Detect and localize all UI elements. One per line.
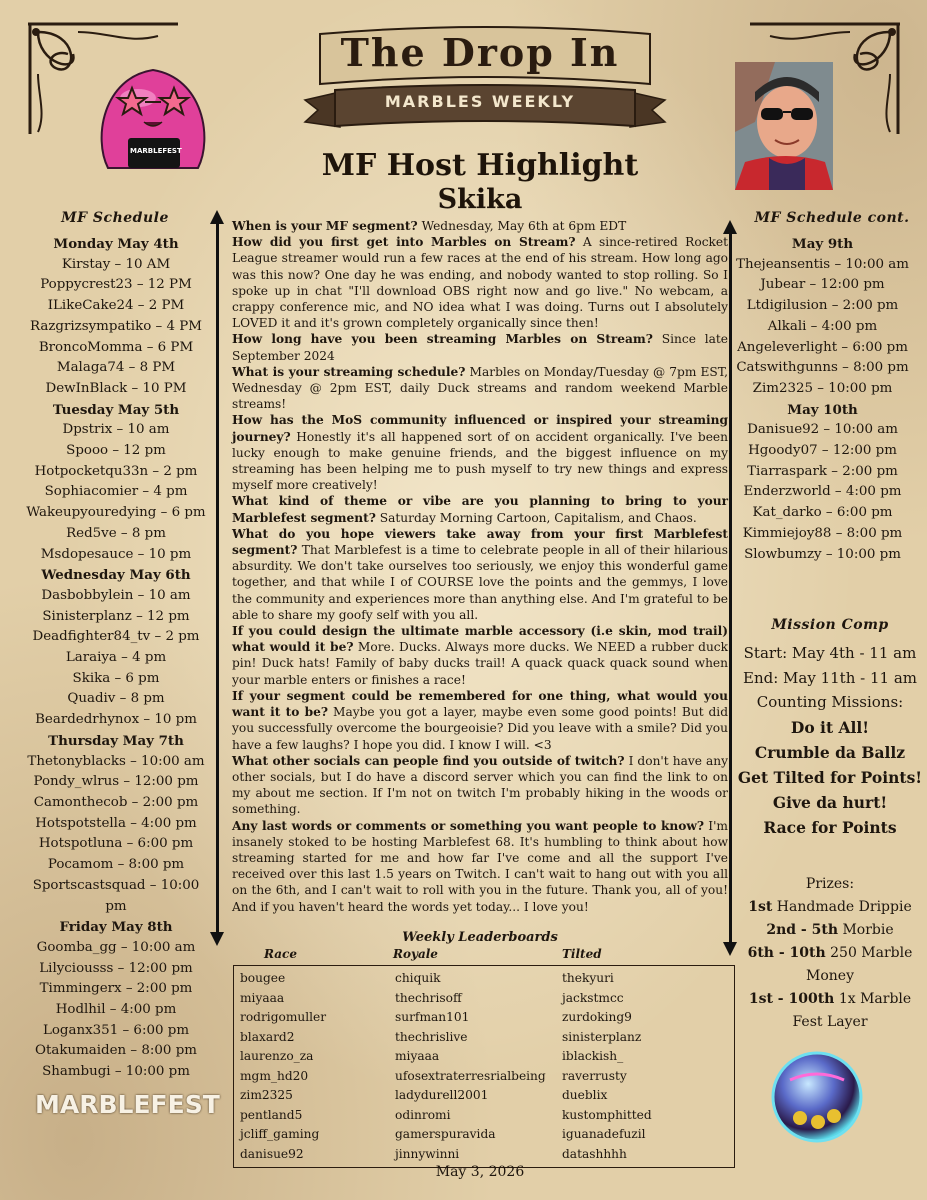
schedule-slot: Danisue92 – 10:00 am xyxy=(747,422,898,438)
prize-rank: 2nd - 5th xyxy=(766,922,838,938)
schedule-day: Friday May 8th xyxy=(59,919,173,936)
mission-start: Start: May 4th - 11 am xyxy=(743,644,917,662)
schedule-slot: Kat_darko – 6:00 pm xyxy=(752,505,893,521)
schedule-slot: Dpstrix – 10 am xyxy=(62,422,170,438)
host-name: Skika xyxy=(437,184,523,215)
leaderboard-entry: blaxard2 xyxy=(240,1029,295,1044)
prize-name: Handmade Drippie xyxy=(776,899,912,915)
mascot-badge: MARBLEFEST xyxy=(130,147,182,155)
schedule-slot: Sinisterplanz – 12 pm xyxy=(42,608,190,624)
qa-answer: That Marblefest is a time to celebrate people in all of their hilarious absurdity. We don't take ourselves too seriously, we enjoy this wonderful game together, and that while I of COURSE love the points and the gemmys, I love the community and experiences more than anything else. And I'm grateful to be able to share my goofy self with you all. xyxy=(232,543,728,622)
schedule-slot: Sophiacomier – 4 pm xyxy=(44,484,188,500)
issue-date: May 3, 2026 xyxy=(435,1164,525,1180)
mission-item: Get Tilted for Points! xyxy=(737,767,923,787)
leaderboard-race-column xyxy=(240,969,326,1164)
schedule-slot: Hgoody07 – 12:00 pm xyxy=(748,443,897,459)
schedule-slot: Hotpocketqu33n – 2 pm xyxy=(34,463,198,479)
qa-answer: Maybe you got a layer, maybe even some good points! But did you successfully overcome the bourgeoisie? Did you leave with a smile? Did you have a few laughs? I hope you did. I know I will. <3 xyxy=(232,705,729,752)
schedule-slot: Laraiya – 4 pm xyxy=(65,650,167,666)
prize-name: 250 Marble Money xyxy=(806,945,913,984)
qa-item xyxy=(232,364,728,413)
left-divider-line xyxy=(216,222,219,934)
schedule-slot: Thejeansentis – 10:00 am xyxy=(736,256,909,272)
prize-name: Morbie xyxy=(842,922,894,938)
host-photo xyxy=(735,62,833,190)
schedule-slot: DewInBlack – 10 PM xyxy=(45,380,187,396)
leaderboard-entry: jinnywinni xyxy=(395,1146,460,1161)
leaderboard-entry: datashhhh xyxy=(562,1146,627,1161)
qa-item xyxy=(232,493,728,525)
schedule-slot: Pocamom – 8:00 pm xyxy=(47,857,185,873)
qa-item xyxy=(232,818,728,915)
qa-question: What other socials can people find you outside of twitch? xyxy=(232,753,625,768)
schedule-slot: Goomba_gg – 10:00 am xyxy=(36,939,196,955)
schedule-day: Tuesday May 5th xyxy=(52,401,180,418)
schedule-slot: ILikeCake24 – 2 PM xyxy=(47,298,185,314)
leaderboard-entry: surfman101 xyxy=(395,1010,470,1024)
qa-answer: Wednesday, May 6th at 6pm EDT xyxy=(421,219,627,233)
interview-qa xyxy=(232,218,728,915)
leaderboard-entry: jcliff_gaming xyxy=(240,1127,320,1141)
schedule-slot: Hodlhil – 4:00 pm xyxy=(55,1002,177,1018)
qa-question: What do you hope viewers take away from your first Marblefest segment? xyxy=(232,526,728,558)
schedule-slot: Tiarraspark – 2:00 pm xyxy=(747,463,898,479)
prize-name: 1x Marble Fest Layer xyxy=(792,991,912,1030)
leaderboard-column-header: Tilted xyxy=(562,947,602,961)
leaderboard-entry: zurdoking9 xyxy=(562,1010,632,1024)
qa-question: How has the MoS community influenced or inspired your streaming journey? xyxy=(232,413,728,444)
qa-question: How did you first get into Marbles on Stream? xyxy=(232,235,576,250)
schedule-slot: Skika – 6 pm xyxy=(72,670,160,686)
leaderboard-title: Weekly Leaderboards xyxy=(402,930,558,945)
schedule-slot: Catswithgunns – 8:00 pm xyxy=(736,360,909,376)
schedule-slot: Enderzworld – 4:00 pm xyxy=(743,484,902,500)
leaderboard-royale-column xyxy=(395,969,546,1164)
leaderboard-entry: laurenzo_za xyxy=(240,1049,314,1063)
schedule-slot: Zim2325 – 10:00 pm xyxy=(752,380,893,396)
schedule-slot: Jubear – 12:00 pm xyxy=(760,277,885,293)
leaderboard-entry: thechrislive xyxy=(395,1029,468,1044)
schedule-slot: Razgrizsympatiko – 4 PM xyxy=(30,318,202,334)
schedule-slot: Otakumaiden – 8:00 pm xyxy=(35,1043,197,1059)
qa-item xyxy=(232,331,728,363)
qa-question: Any last words or comments or something you want people to know? xyxy=(232,818,705,833)
page-subtitle: MARBLES WEEKLY xyxy=(384,92,576,111)
qa-answer: Saturday Morning Cartoon, Capitalism, and Chaos. xyxy=(379,510,697,525)
prize-row xyxy=(735,896,925,919)
schedule-slot: Poppycrest23 – 12 PM xyxy=(40,277,192,293)
leaderboard-column-header: Royale xyxy=(393,947,438,961)
schedule-slot: Wakeupyouredying – 6 pm xyxy=(26,505,206,521)
arrow-down-icon xyxy=(210,932,224,946)
leaderboard-entry: ladydurell2001 xyxy=(395,1088,489,1102)
leaderboard-entry: zim2325 xyxy=(240,1088,293,1102)
leaderboard-entry: iguanadefuzil xyxy=(562,1127,646,1141)
host-portrait-icon xyxy=(735,62,833,190)
schedule-slot: Shambugi – 10:00 pm xyxy=(42,1064,190,1080)
qa-item xyxy=(232,623,728,688)
qa-answer: I don't have any other socials, but I do have a discord server which you can find the link to on my about me section. If I'm not on twitch I'm probably hiking in the woods or something. xyxy=(232,753,728,817)
leaderboard-entry: iblackish_ xyxy=(562,1049,624,1063)
qa-item xyxy=(232,234,728,331)
schedule-slot: Ltdigilusion – 2:00 pm xyxy=(746,298,899,314)
prize-rank: 6th - 10th xyxy=(747,945,826,961)
leaderboard-entry: ufosextraterresrialbeing xyxy=(395,1068,546,1083)
schedule-slot: Alkali – 4:00 pm xyxy=(767,318,878,334)
mission-end: End: May 11th - 11 am xyxy=(743,668,917,687)
schedule-slot: Beardedrhynox – 10 pm xyxy=(35,712,197,728)
qa-answer: A since-retired Rocket League streamer would run a few races at the end of his stream. How long ago was this now? One day he was ending, and nobody wanted to stop rolling. So I spoke up in chat "I'll download OBS right now and go live." No webcam, a crappy conference mic, and NO idea what I was doing. Turns out I absolutely LOVED it and it's grown completely organically since then! xyxy=(232,235,729,331)
mission-item: Do it All! xyxy=(790,717,870,737)
leaderboard-entry: gamerspuravida xyxy=(395,1127,496,1141)
host-highlight-heading: MF Host Highlight xyxy=(321,148,639,183)
leaderboard-entry: pentland5 xyxy=(240,1107,303,1122)
schedule-slot: Deadfighter84_tv – 2 pm xyxy=(32,629,200,645)
leaderboard-entry: bougee xyxy=(240,971,286,985)
schedule-slot: Msdopesauce – 10 pm xyxy=(40,546,192,562)
schedule-slot: Spooo – 12 pm xyxy=(66,443,166,459)
qa-item xyxy=(232,526,728,623)
mission-item: Give da hurt! xyxy=(772,792,888,812)
prize-rank: 1st xyxy=(748,899,773,915)
right-schedule xyxy=(735,234,910,565)
schedule-slot: Timmingerx – 2:00 pm xyxy=(39,981,193,997)
schedule-slot: Loganx351 – 6:00 pm xyxy=(42,1022,190,1038)
mission-comp xyxy=(735,617,925,840)
schedule-slot: Red5ve – 8 pm xyxy=(66,525,166,541)
leaderboard-column-header: Race xyxy=(264,947,297,961)
leaderboard-entry: chiquik xyxy=(395,971,441,985)
schedule-slot: Hotspotluna – 6:00 pm xyxy=(38,836,194,852)
leaderboard-entry: mgm_hd20 xyxy=(240,1068,309,1083)
prize-rank: 1st - 100th xyxy=(748,991,835,1007)
left-schedule-heading: MF Schedule xyxy=(61,210,169,226)
schedule-slot: Dasbobbylein – 10 am xyxy=(41,587,191,603)
schedule-slot: Slowbumzy – 10:00 pm xyxy=(744,546,901,562)
page-title: The Drop In xyxy=(340,30,620,75)
qa-answer: I'm insanely stoked to be hosting Marblefest 68. It's humbling to think about how streaming started for me and how far I've come and all the support I've received over this last 1.5 years on Twitch. I can't wait to hang out with you all on the 6th, and I can't wait to roll with you in the future. Thank you, all of you! And if you haven't heard the words yet today... I love you! xyxy=(232,818,728,914)
leaderboard-entry: miyaaa xyxy=(240,990,285,1005)
schedule-day: May 10th xyxy=(787,401,858,418)
qa-question: If your segment could be remembered for one thing, what would you want it to be? xyxy=(232,688,728,720)
qa-item xyxy=(232,412,728,493)
schedule-slot: Lilyciousss – 12:00 pm xyxy=(39,960,193,976)
marble-sphere-icon xyxy=(770,1050,865,1145)
leaderboard-entry: miyaaa xyxy=(395,1049,440,1063)
leaderboard-entry: raverrusty xyxy=(562,1068,627,1083)
leaderboard-entry: rodrigomuller xyxy=(240,1010,327,1024)
qa-item xyxy=(232,218,728,234)
schedule-slot: Pondy_wlrus – 12:00 pm xyxy=(33,774,199,790)
schedule-day: Monday May 4th xyxy=(53,236,179,252)
qa-question: How long have you been streaming Marbles on Stream? xyxy=(232,332,653,347)
left-schedule xyxy=(20,234,212,1083)
qa-answer: Honestly it's all happened sort of on accident organically. I've been lucky enough to make genuine friends, and the biggest influence on my streaming has been helping me to push myself to try new things and express myself more creatively! xyxy=(232,429,728,493)
right-schedule-heading: MF Schedule cont. xyxy=(754,210,910,226)
schedule-day: Wednesday May 6th xyxy=(41,567,191,584)
leaderboard-entry: dueblix xyxy=(562,1088,608,1102)
qa-item xyxy=(232,688,728,753)
qa-question: When is your MF segment? xyxy=(232,219,418,233)
schedule-slot: Angeleverlight – 6:00 pm xyxy=(737,339,908,355)
prize-row xyxy=(735,988,925,1034)
leaderboard-entry: kustomphitted xyxy=(562,1107,652,1122)
qa-question: What is your streaming schedule? xyxy=(232,364,466,379)
schedule-slot: BroncoMomma – 6 PM xyxy=(38,339,194,355)
schedule-slot: Kimmiejoy88 – 8:00 pm xyxy=(742,525,903,541)
schedule-slot: Hotspotstella – 4:00 pm xyxy=(35,815,197,831)
leaderboard-entry: thechrisoff xyxy=(395,990,462,1005)
qa-question: What kind of theme or vibe are you planning to bring to your Marblefest segment? xyxy=(232,494,728,525)
pink-slime-mascot-icon xyxy=(88,58,218,186)
prizes-heading: Prizes: xyxy=(805,876,855,892)
qa-question: If you could design the ultimate marble accessory (i.e skin, mod trail) what would it be? xyxy=(232,624,728,655)
right-divider-line xyxy=(729,232,732,944)
leaderboard-entry: danisue92 xyxy=(240,1146,304,1161)
qa-item xyxy=(232,753,728,818)
marblefest-logo: MARBLEFEST xyxy=(35,1090,220,1119)
leaderboard-entry: jackstmcc xyxy=(562,990,624,1005)
mission-item: Crumble da Ballz xyxy=(754,742,906,762)
prizes xyxy=(735,873,925,1034)
schedule-slot: Kirstay – 10 AM xyxy=(61,256,171,272)
schedule-slot: Thetonyblacks – 10:00 am xyxy=(27,753,205,769)
schedule-day: May 9th xyxy=(791,236,854,252)
mission-counting: Counting Missions: xyxy=(756,693,904,711)
prize-row xyxy=(735,942,925,988)
qa-answer: Since late September 2024 xyxy=(232,332,728,363)
schedule-slot: Sportscastsquad – 10:00 pm xyxy=(32,877,200,914)
schedule-day: Thursday May 7th xyxy=(48,732,184,749)
schedule-slot: Camonthecob – 2:00 pm xyxy=(33,794,199,810)
mission-item: Race for Points xyxy=(763,817,897,837)
leaderboard-entry: sinisterplanz xyxy=(562,1029,642,1044)
qa-answer: Marbles on Monday/Tuesday @ 7pm EST, Wednesday @ 2pm EST, daily Duck streams and random weekend Marble streams! xyxy=(232,364,728,412)
mission-heading: Mission Comp xyxy=(771,617,889,633)
schedule-slot: Malaga74 – 8 PM xyxy=(56,360,176,376)
prize-row xyxy=(735,919,925,942)
schedule-slot: Quadiv – 8 pm xyxy=(67,691,165,707)
leaderboard-entry: thekyuri xyxy=(562,971,614,985)
mascot-image xyxy=(88,58,218,186)
leaderboard-tilted-column xyxy=(562,969,652,1164)
leaderboard-entry: odinromi xyxy=(395,1107,451,1122)
qa-answer: More. Ducks. Always more ducks. We NEED a rubber duck pin! Duck hats! Family of baby ducks trail! A quack quack quack sound when your marble enters or finishes a race! xyxy=(232,640,729,687)
